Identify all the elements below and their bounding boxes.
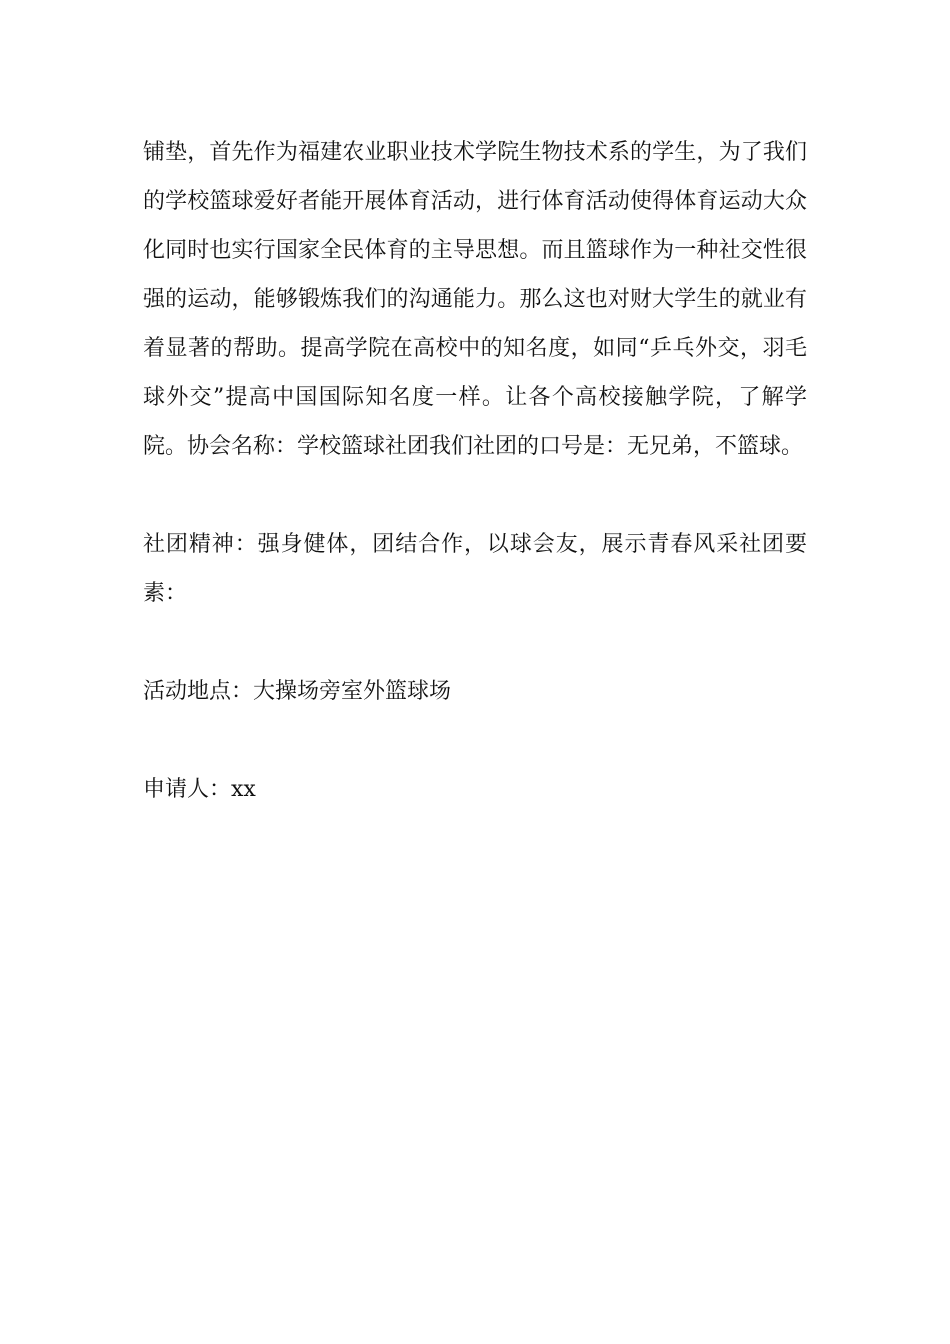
paragraph-activity-location: 活动地点：大操场旁室外篮球场 <box>143 679 452 704</box>
document-body <box>143 128 807 814</box>
paragraph-club-background: 铺垫，首先作为福建农业职业技术学院生物技术系的学生，为了我们的学校篮球爱好者能开展体育活动，进行体育活动使得体育运动大众化同时也实行国家全民体育的主导思想。而且篮球作为一种社交性很强的运动，能够锻炼我们的沟通能力。那么这也对财大学生的就业有着显著的帮助。提高学院在高校中的知名度，如同“乒乓外交，羽毛球外交”提高中国国际知名度一样。让各个高校接触学院，了解学院。协会名称：学校篮球社团我们社团的口号是：无兄弟，不篮球。 <box>143 140 807 459</box>
paragraph-club-spirit: 社团精神：强身健体，团结合作，以球会友，展示青春风采社团要素： <box>143 532 807 606</box>
paragraph-applicant: 申请人：xx <box>143 777 256 802</box>
